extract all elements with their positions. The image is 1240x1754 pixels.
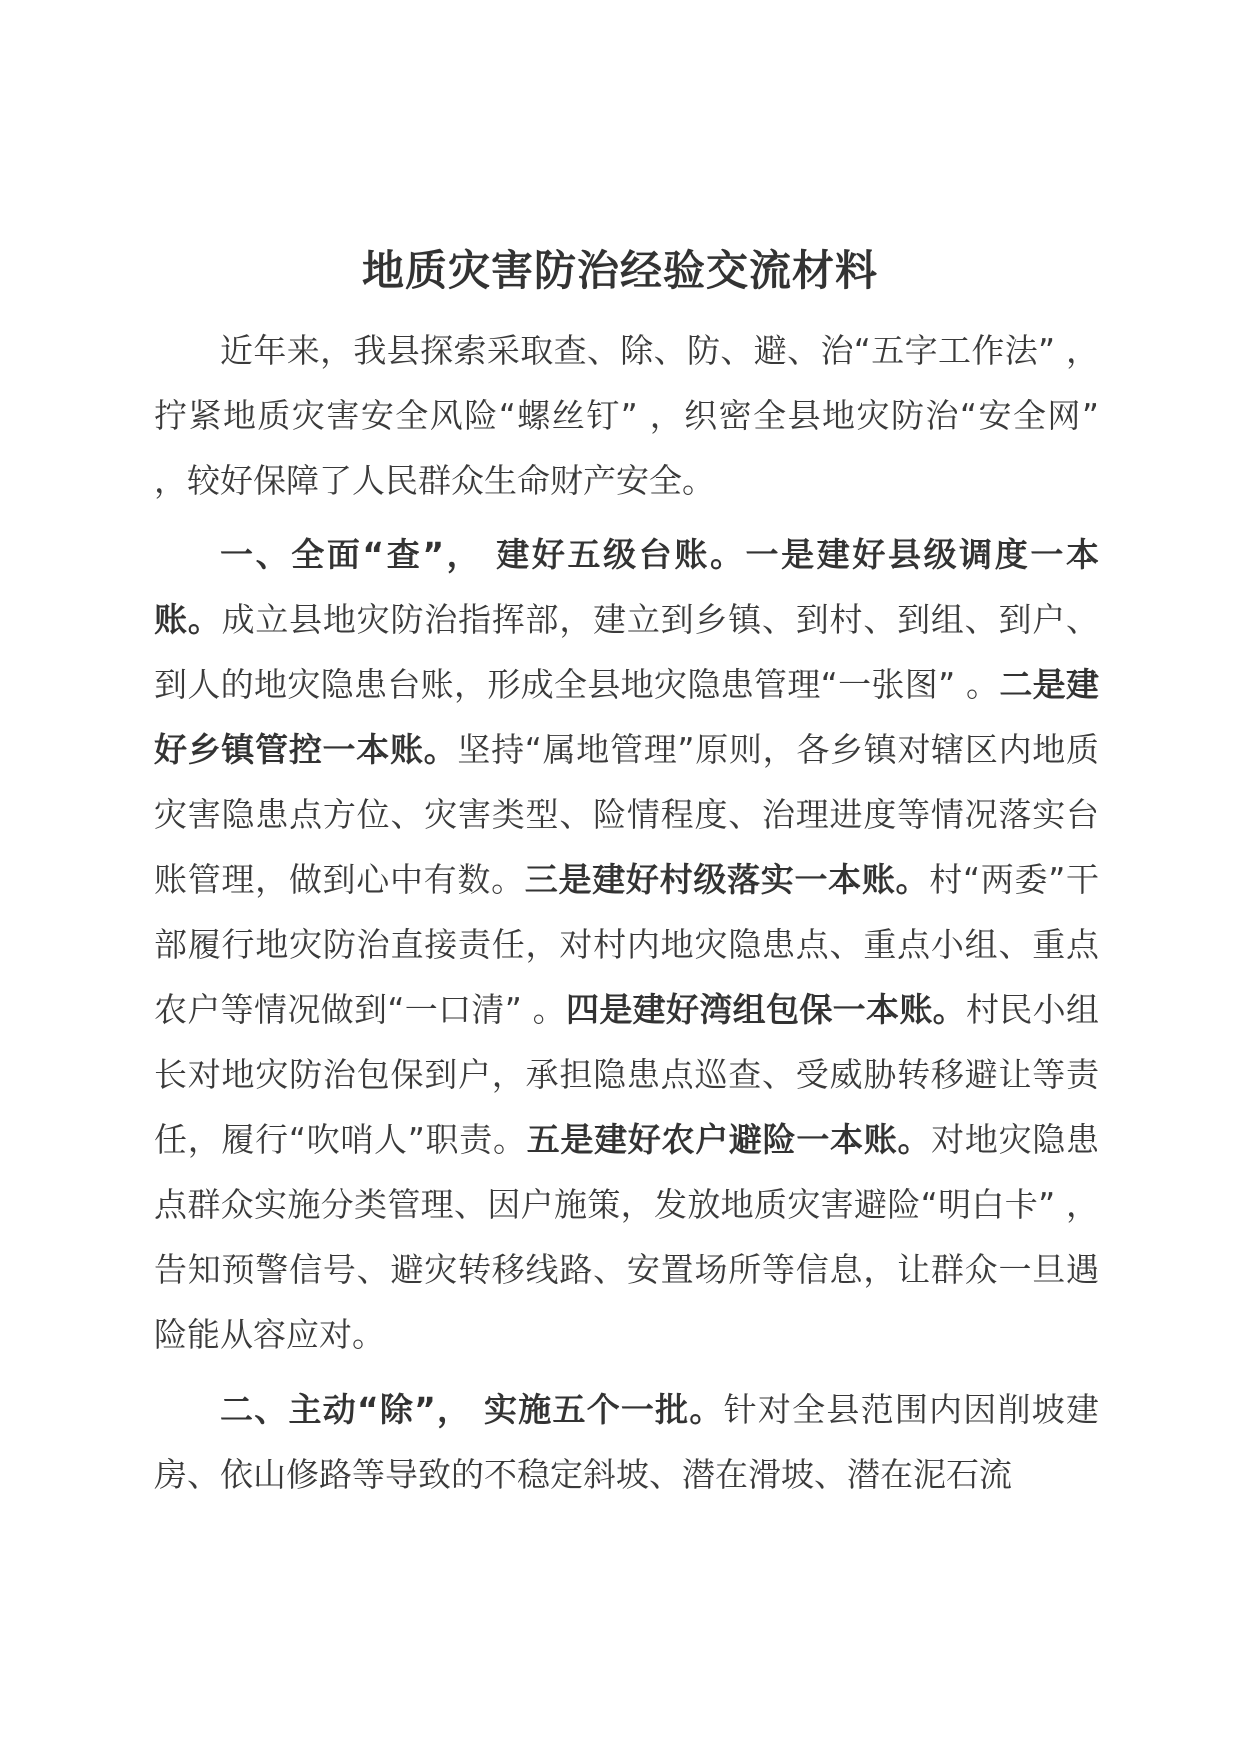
document-title: 地质灾害防治经验交流材料: [361, 246, 878, 295]
item-3-text: 村“两委”干部履行地灾防治直接责任，对村内地灾隐患点、重点小组、重点农户等情况做到“一口清” 。: [154, 860, 1099, 1029]
section-2-heading: 二、主动“除”， 实施五个一批。: [220, 1390, 724, 1429]
item-4-heading: 四是建好湾组包保一本账。: [566, 990, 967, 1029]
section-2-paragraph: [154, 1377, 1099, 1507]
section-1-paragraph: [154, 522, 1099, 1367]
item-1-text: 成立县地灾防治指挥部，建立到乡镇、到村、到组、到户、到人的地灾隐患台账，形成全县地灾隐患管理“一张图” 。: [154, 600, 1100, 704]
item-2-heading: 二是建好乡镇管控一本账。: [154, 665, 1100, 769]
item-2-text: 坚持“属地管理”原则，各乡镇对辖区内地质灾害隐患点方位、灾害类型、险情程度、治理进度等情况落实台账管理，做到心中有数。: [154, 730, 1100, 899]
item-3-heading: 三是建好村级落实一本账。: [524, 860, 930, 899]
intro-paragraph: 近年来，我县探索采取查、除、防、避、治“五字工作法” ，拧紧地质灾害安全风险“螺丝钉” ，织密全县地灾防治“安全网” ，较好保障了人民群众生命财产安全。: [154, 331, 1099, 500]
section-1-heading: 一、全面“查”， 建好五级台账。: [220, 535, 746, 574]
item-5-text: 对地灾隐患点群众实施分类管理、因户施策，发放地质灾害避险“明白卡” ，告知预警信号、避灾转移线路、安置场所等信息，让群众一旦遇险能从容应对。: [154, 1120, 1099, 1354]
section-2-text: 针对全县范围内因削坡建房、依山修路等导致的不稳定斜坡、潜在滑坡、潜在泥石流: [154, 1390, 1099, 1494]
item-1-heading: 一是建好县级调度一本账。: [154, 535, 1099, 639]
item-4-text: 村民小组长对地灾防治包保到户，承担隐患点巡查、受威胁转移避让等责任，履行“吹哨人”职责。: [154, 990, 1100, 1159]
item-5-heading: 五是建好农户避险一本账。: [526, 1120, 932, 1159]
